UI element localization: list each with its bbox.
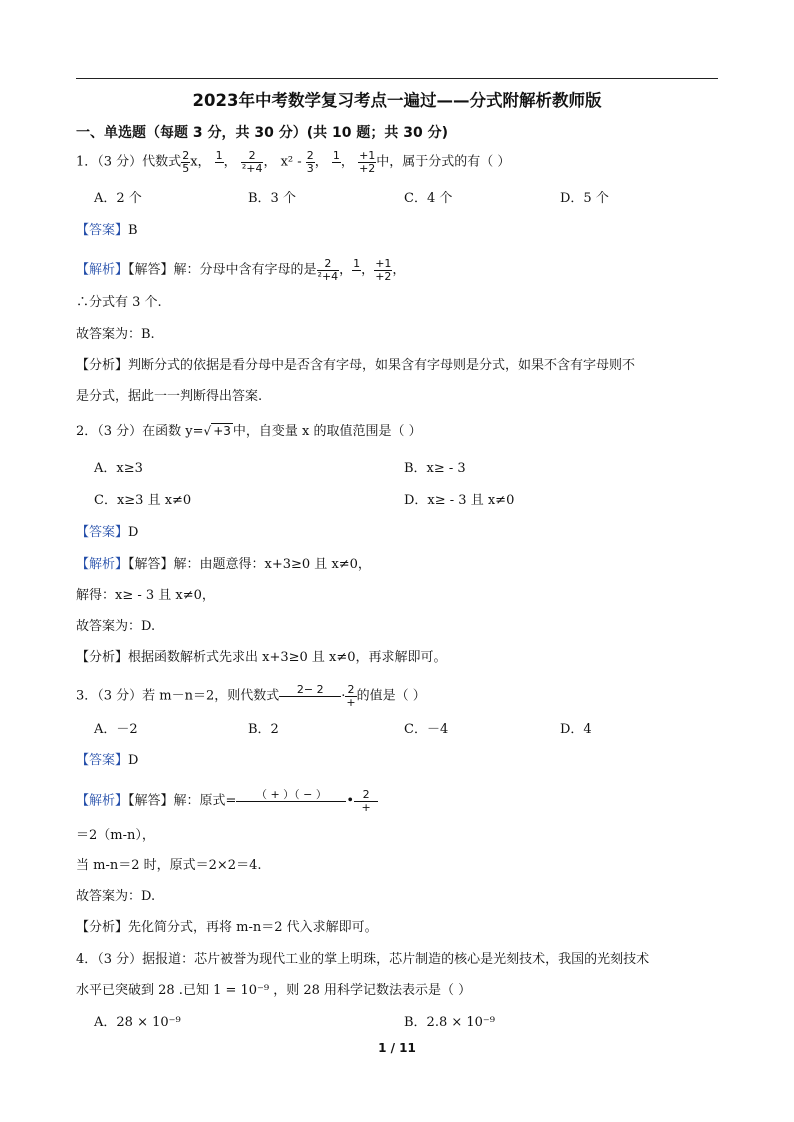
q1-option-c: C．4 个 <box>404 191 453 206</box>
fraction-k: （ + ）（ − ） <box>236 789 346 813</box>
fraction-1-over: 1 <box>215 150 224 174</box>
q2-option-d: D．x≥ - 3 且 x≠0 <box>404 493 515 508</box>
q3-analysis-line4: 故答案为：D. <box>76 889 156 904</box>
fraction-2-over-3: $\frac{2}{3}$ <box>306 149 314 175</box>
fraction-2-over-sq-plus-4: $\frac{2}{\text{²+4}}$ <box>241 149 263 175</box>
q1-option-d: D．5 个 <box>560 191 609 206</box>
question-4-stem-line2: 水平已突破到 28 .已知 1 = 10⁻⁹ ，则 28 用科学记数法表示是（ ） <box>76 983 472 998</box>
q2-analysis-line1: 【解析】【解答】解：由题意得：x+3≥0 且 x≠0， <box>76 557 371 572</box>
square-root: √ +3 <box>203 424 231 438</box>
q4-option-b: B．2.8 × 10⁻⁹ <box>404 1015 496 1030</box>
q2-analysis-line4: 【分析】根据函数解析式先求出 x+3≥0 且 x≠0，再求解即可。 <box>76 650 447 665</box>
question-4-stem-line1: 4．（3 分）据报道：芯片被誉为现代工业的掌上明珠，芯片制造的核心是光刻技术，我国的光刻技术 <box>76 952 650 967</box>
q3-analysis-line3: 当 m-n＝2 时，原式＝2×2＝4. <box>76 858 262 873</box>
q1-analysis-line5: 是分式，据此一一判断得出答案. <box>76 389 263 404</box>
document-title: 2023年中考数学复习考点一遍过——分式附解析教师版 <box>192 91 602 110</box>
q3-option-c: C．－4 <box>404 722 449 737</box>
fraction-2-over-5: $\frac{2}{5}$ <box>182 149 190 175</box>
fraction-h: $\frac{2}{+}$ <box>346 683 356 709</box>
q3-option-a: A．－2 <box>94 722 138 737</box>
q1-analysis-line3: 故答案为：B. <box>76 327 155 342</box>
q3-option-d: D．4 <box>560 722 592 737</box>
q1-analysis-line2: ∴分式有 3 个. <box>76 295 162 310</box>
question-3-stem: 3．（3 分）若 m－n＝2，则代数式 2− 2 · $\frac{2}{+}$ 的值是（ ） <box>76 683 426 709</box>
q1-option-b: B．3 个 <box>248 191 296 206</box>
fraction-plus1-over-plus2: $\frac{+1}{+2}$ <box>359 149 376 175</box>
q1-analysis-line1: 【解析】【解答】解：分母中含有字母的是 $\frac{2}{\text{²+4}}$ ， 1 ， $\frac{+1}{+2}$ ， <box>76 257 406 283</box>
q3-option-b: B．2 <box>248 722 279 737</box>
page-number: 1 / 11 <box>378 1041 416 1055</box>
q1-analysis-line4: 【分析】判断分式的依据是看分母中是否含有字母，如果含有字母则是分式，如果不含有字母则不 <box>76 358 636 373</box>
q2-option-a: A．x≥3 <box>94 461 143 476</box>
q1-answer: 【答案】B <box>76 223 138 238</box>
fraction-1-over-b: 1 <box>332 150 341 174</box>
q2-answer: 【答案】D <box>76 525 139 540</box>
q3-analysis-line2: ＝2（m-n）， <box>76 828 155 843</box>
section-heading: 一、单选题（每题 3 分，共 30 分）(共 10 题；共 30 分) <box>76 125 448 141</box>
q2-analysis-line2: 解得：x≥ - 3 且 x≠0， <box>76 588 215 603</box>
q4-option-a: A．28 × 10⁻⁹ <box>94 1015 181 1030</box>
q3-answer: 【答案】D <box>76 753 139 768</box>
question-2-stem: 2．（3 分）在函数 y=√ +3 中，自变量 x 的取值范围是（ ） <box>76 424 422 439</box>
header-rule <box>76 78 718 79</box>
q2-analysis-line3: 故答案为：D. <box>76 619 156 634</box>
q1-option-a: A．2 个 <box>94 191 142 206</box>
q2-option-c: C．x≥3 且 x≠0 <box>94 493 192 508</box>
fraction-g: 2− 2 <box>279 684 341 708</box>
q2-option-b: B．x≥ - 3 <box>404 461 466 476</box>
q3-analysis-line5: 【分析】先化简分式，再将 m-n＝2 代入求解即可。 <box>76 920 378 935</box>
q3-analysis-line1: 【解析】【解答】解：原式= （ + ）（ − ） • $\frac{2}{+}$ <box>76 789 378 813</box>
question-1-stem: 1．（3 分）代数式 $\frac{2}{5}$ x， 1 ， $\frac{2}{\text{²+4}}$ ， x² - $\frac{2}{3}$ ， 1 ， $\frac{+1}{+2}$ 中，属于分式的有（ ） <box>76 149 511 175</box>
fraction-m: $\frac{2}{+}$ <box>354 789 378 813</box>
